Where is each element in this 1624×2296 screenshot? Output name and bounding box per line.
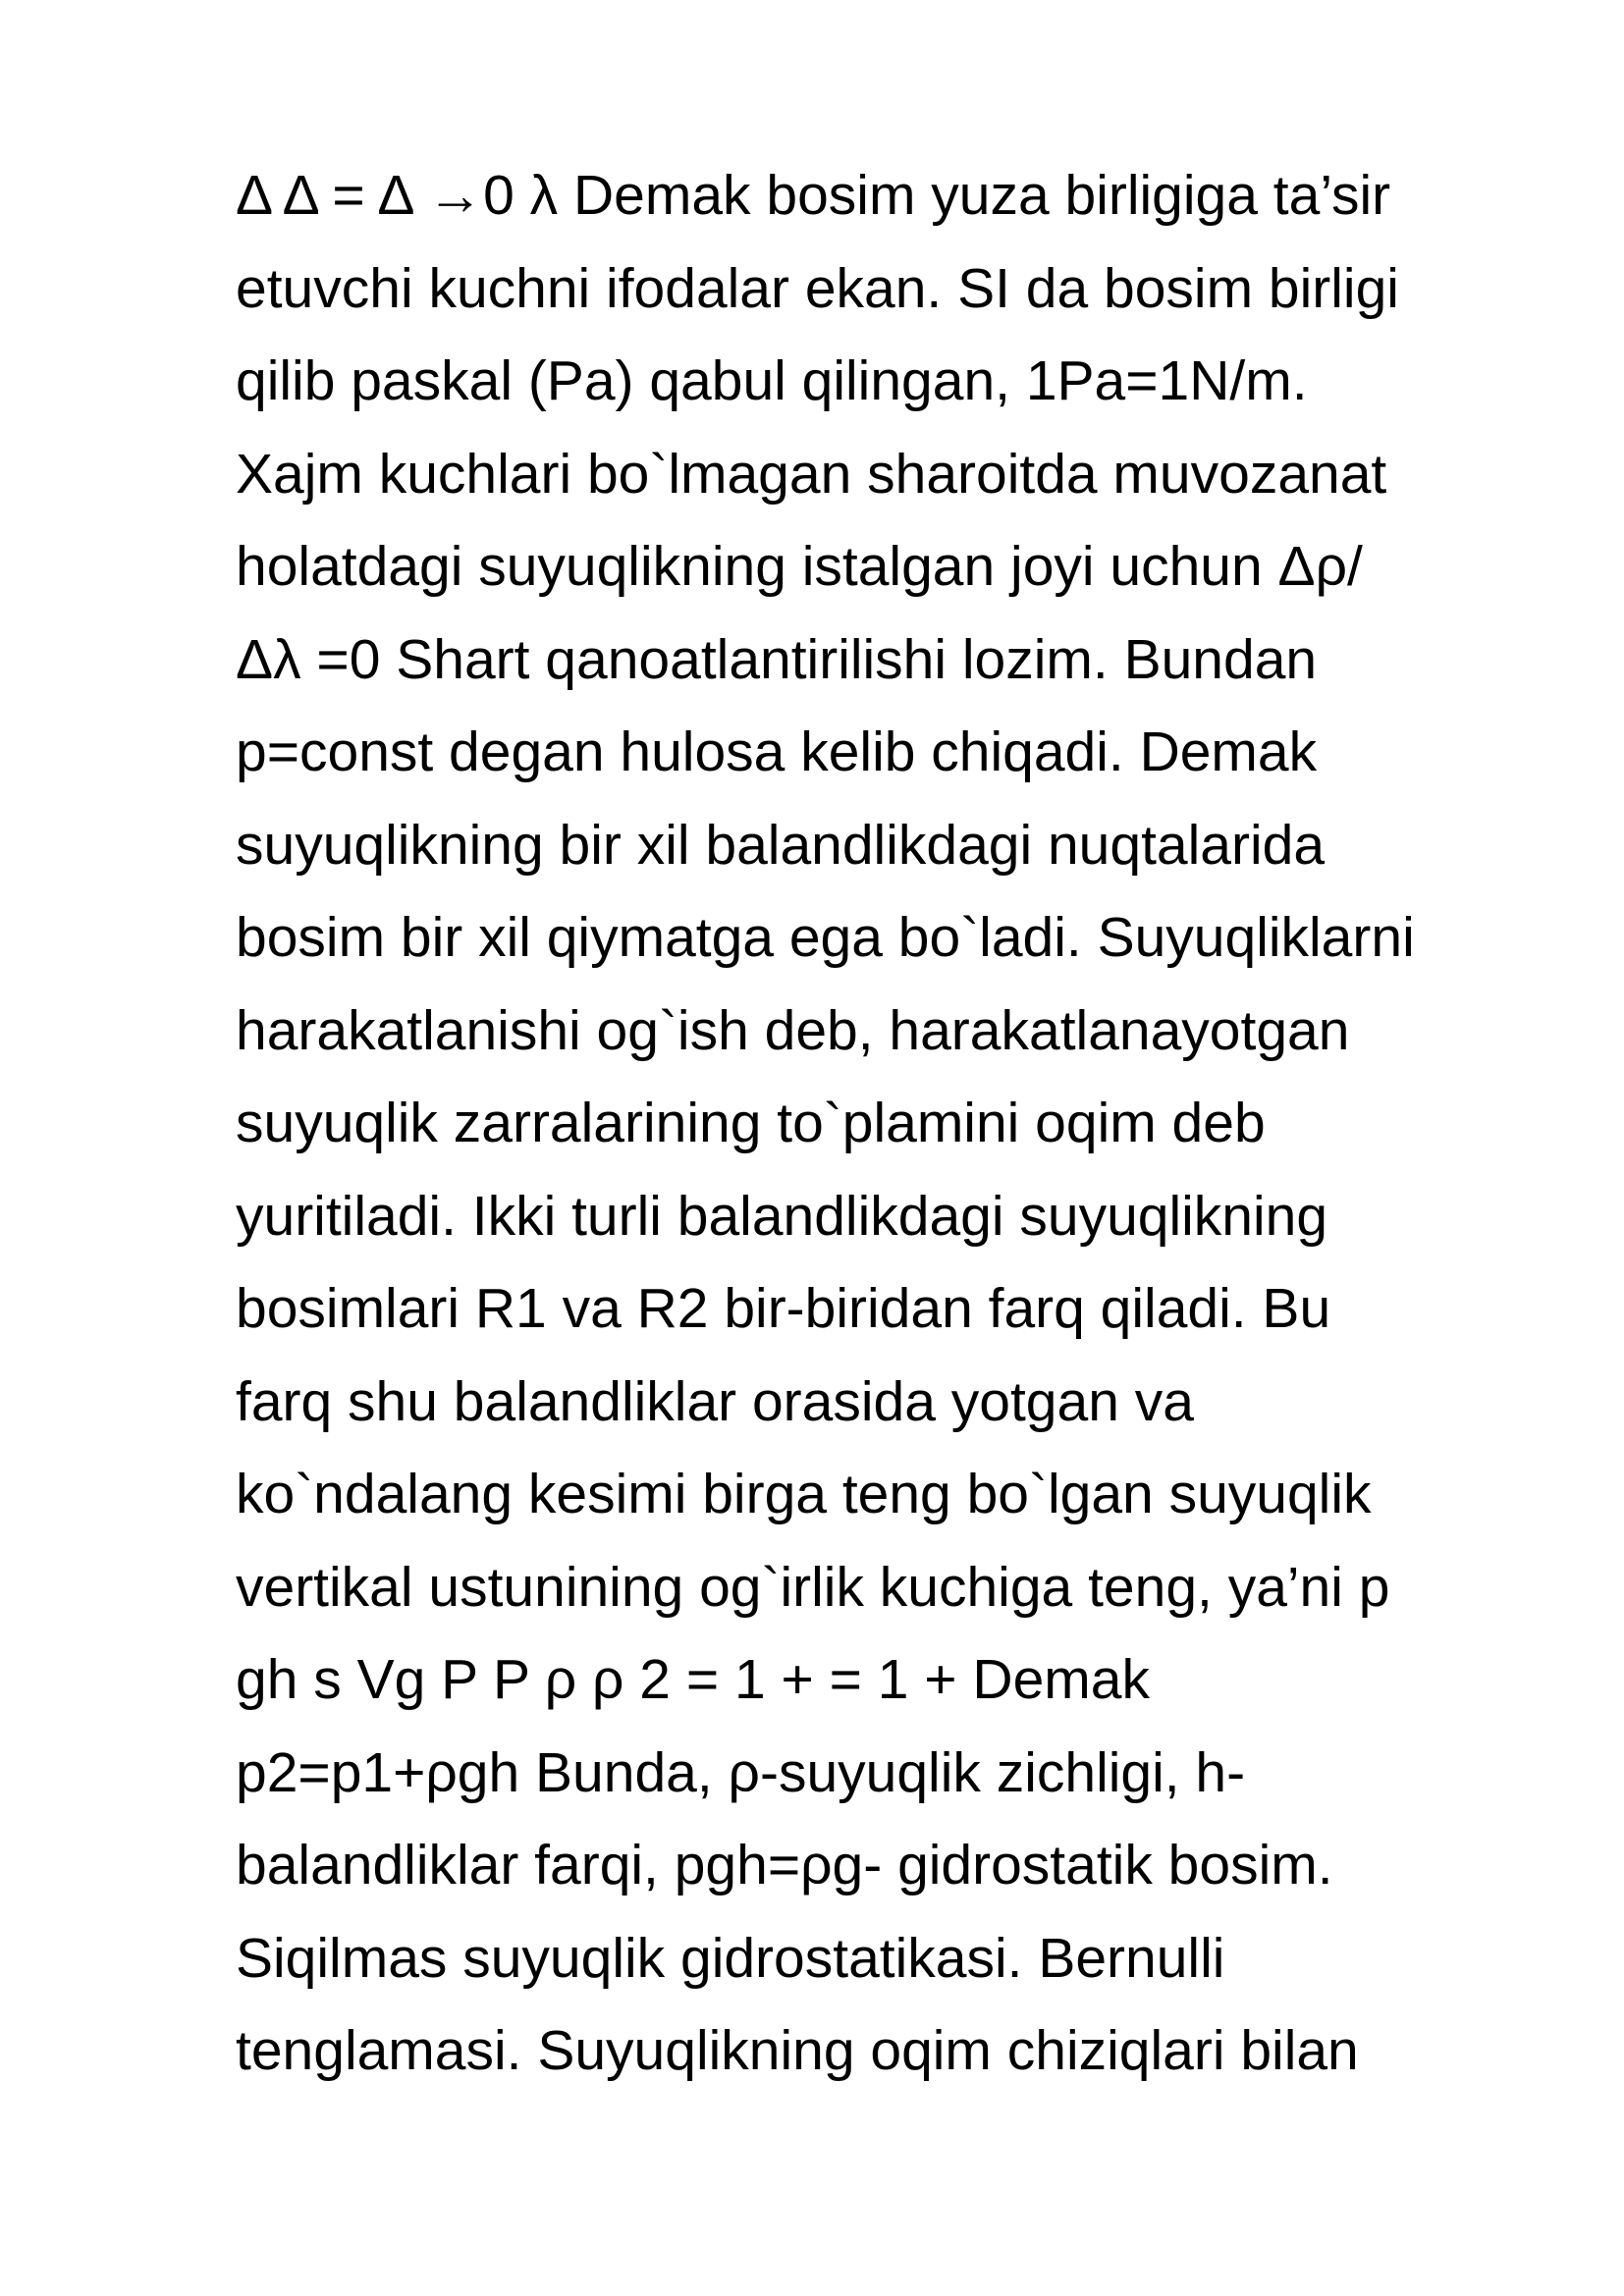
text-line: balandliklar farqi, pgh=ρg- gidrostatik bosim.: [236, 1834, 1333, 1896]
text-line: ko`ndalang kesimi birga teng bo`lgan suyuqlik: [236, 1463, 1372, 1525]
text-line: p=const degan hulosa kelib chiqadi. Demak: [236, 721, 1318, 783]
text-line: suyuqlikning bir xil balandlikdagi nuqtalarida: [236, 813, 1326, 877]
text-line: suyuqlik zarralarining to`plamini oqim deb: [236, 1092, 1266, 1154]
text-line: harakatlanishi og`ish deb, harakatlanayotgan: [236, 998, 1350, 1062]
text-line: holatdagi suyuqlikning istalgan joyi uchun Δρ/: [236, 535, 1363, 598]
text-line: p2=p1+ρgh Bunda, ρ-suyuqlik zichligi, h-: [236, 1740, 1246, 1804]
text-line: etuvchi kuchni ifodalar ekan. SI da bosim birligi: [236, 256, 1399, 320]
text-line: yuritiladi. Ikki turli balandlikdagi suyuqlikning: [236, 1184, 1328, 1248]
text-line: bosimlari R1 va R2 bir-biridan farq qiladi. Bu: [236, 1277, 1331, 1340]
text-line: Δ Δ = Δ →0 λ Demak bosim yuza birligiga ta’sir: [236, 164, 1391, 227]
text-line: Xajm kuchlari bo`lmagan sharoitda muvozanat: [236, 442, 1387, 506]
text-line: Δλ =0 Shart qanoatlantirilishi lozim. Bundan: [236, 627, 1318, 691]
text-line: vertikal ustunining og`irlik kuchiga teng, ya’ni p: [236, 1555, 1390, 1619]
body-text: [236, 149, 1532, 2098]
text-line: gh s Vg P P ρ ρ 2 = 1 + = 1 + Demak: [236, 1648, 1150, 1711]
text-line: Siqilmas suyuqlik gidrostatikasi. Bernulli: [236, 1926, 1225, 1990]
text-line: qilib paskal (Pa) qabul qilingan, 1Pa=1N/m.: [236, 349, 1308, 412]
text-line: farq shu balandliklar orasida yotgan va: [236, 1369, 1194, 1433]
text-line: bosim bir xil qiymatga ega bo`ladi. Suyuqliklarni: [236, 906, 1415, 969]
text-line: tenglamasi. Suyuqlikning oqim chiziqlari bilan: [236, 2019, 1359, 2082]
